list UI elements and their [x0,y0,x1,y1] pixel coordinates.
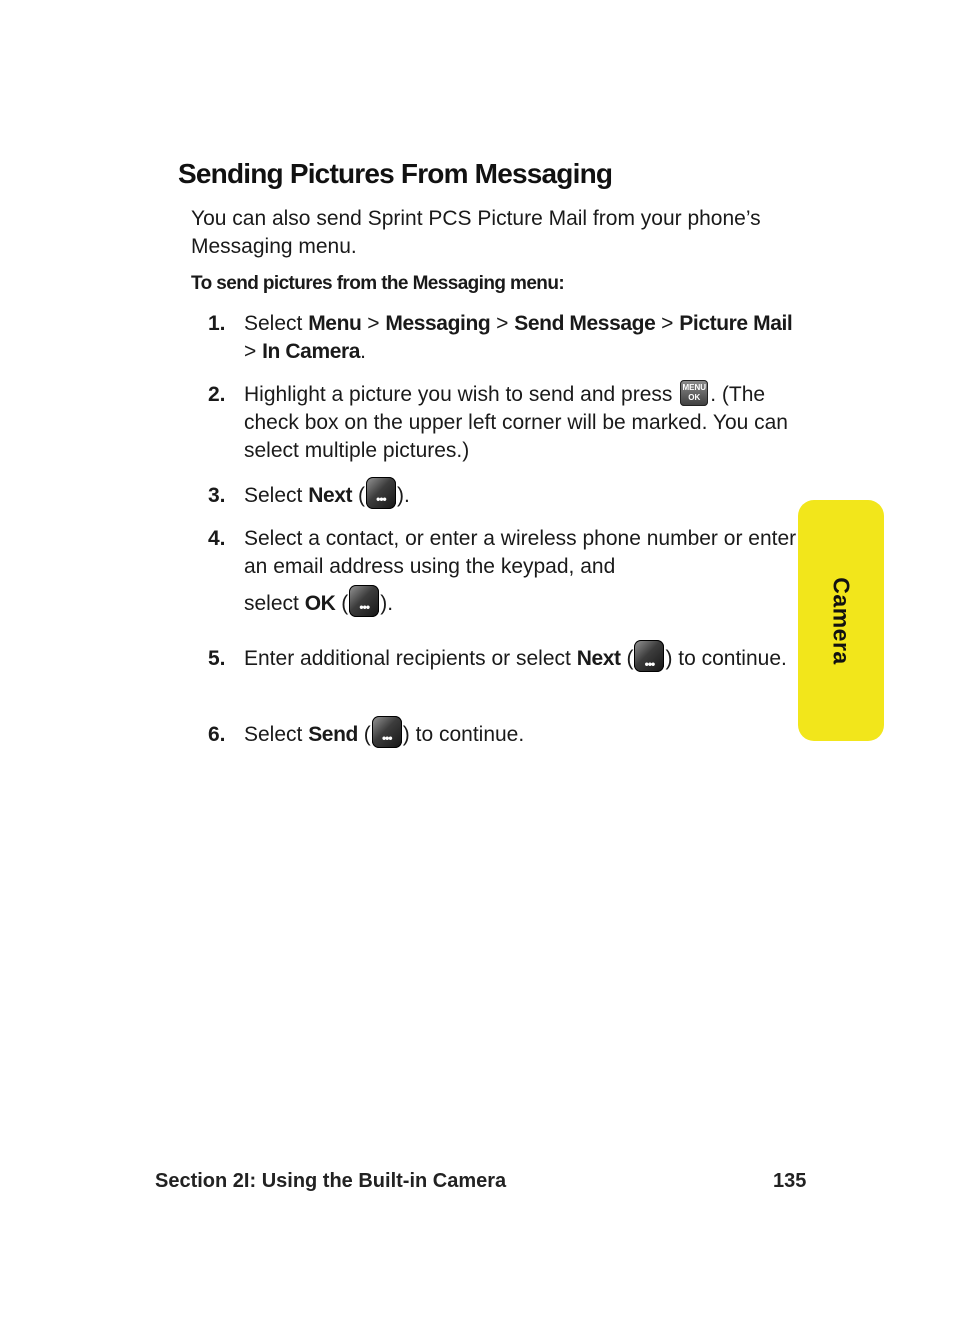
step-text: ( [357,723,371,746]
step-text: ). [380,592,394,615]
step-3 [208,482,798,510]
intro-paragraph: You can also send Sprint PCS Picture Mail from your phone’s Messaging menu. [191,207,761,258]
step-text: ( [352,484,365,507]
step-text: ( [620,647,634,670]
step-5 [208,642,798,675]
footer-section-title: Section 2I: Using the Built-in Camera [155,1170,507,1192]
step-text: ( [335,592,349,615]
softkey-icon [634,640,664,672]
ok-label: OK [304,592,336,615]
section-side-tab [798,500,884,741]
step-text: select [244,592,305,615]
menu-ok-key-icon [680,380,708,406]
step-text: ) to continue. [402,723,525,746]
menu-key-text: MENU [682,382,707,392]
step-number: 4. [208,527,226,550]
separator: > [490,312,515,335]
section-heading: Sending Pictures From Messaging [178,158,613,189]
separator: > [244,340,263,363]
step-number: 1. [208,312,226,335]
step-text: Select [244,723,309,746]
side-tab-label: Camera [828,576,855,665]
step-4 [208,525,798,618]
step-text: ). [396,484,410,507]
next-label: Next [576,647,621,670]
messaging-label: Messaging [385,312,491,335]
step-text: . (The check box on the upper left corner will be marked. You can select multiple pictures.) [244,383,788,462]
step-text: Highlight a picture you wish to send and press [244,383,679,406]
softkey-icon [366,477,396,509]
separator: > [655,312,680,335]
softkey-dots: ••• [376,492,386,507]
step-number: 5. [208,647,226,670]
step-6 [208,721,798,749]
picture-mail-label: Picture Mail [679,312,793,335]
step-number: 3. [208,484,226,507]
page-number: 135 [773,1170,807,1192]
softkey-dots: ••• [359,600,370,615]
step-text: . [360,340,366,363]
step-text: Select [244,484,309,507]
step-text: Enter additional recipients or select [244,647,577,670]
separator: > [361,312,386,335]
procedure-subhead: To send pictures from the Messaging menu: [191,273,565,294]
ok-key-text: OK [688,392,701,402]
softkey-dots: ••• [381,731,392,746]
send-label: Send [308,723,358,746]
softkey-icon [349,585,379,617]
softkey-icon [372,716,402,748]
softkey-dots: ••• [644,657,655,672]
step-number: 6. [208,723,226,746]
next-label: Next [308,484,353,507]
menu-label: Menu [308,312,362,335]
send-message-label: Send Message [514,312,656,335]
step-text: ) to continue. [665,647,787,670]
in-camera-label: In Camera [262,340,361,363]
step-number: 2. [208,383,226,406]
step-text: Select [244,312,309,335]
step-1 [208,310,798,366]
step-2 [208,381,798,465]
step-text: Select a contact, or enter a wireless phone number or enter an email address using the keypad, and [244,527,797,578]
